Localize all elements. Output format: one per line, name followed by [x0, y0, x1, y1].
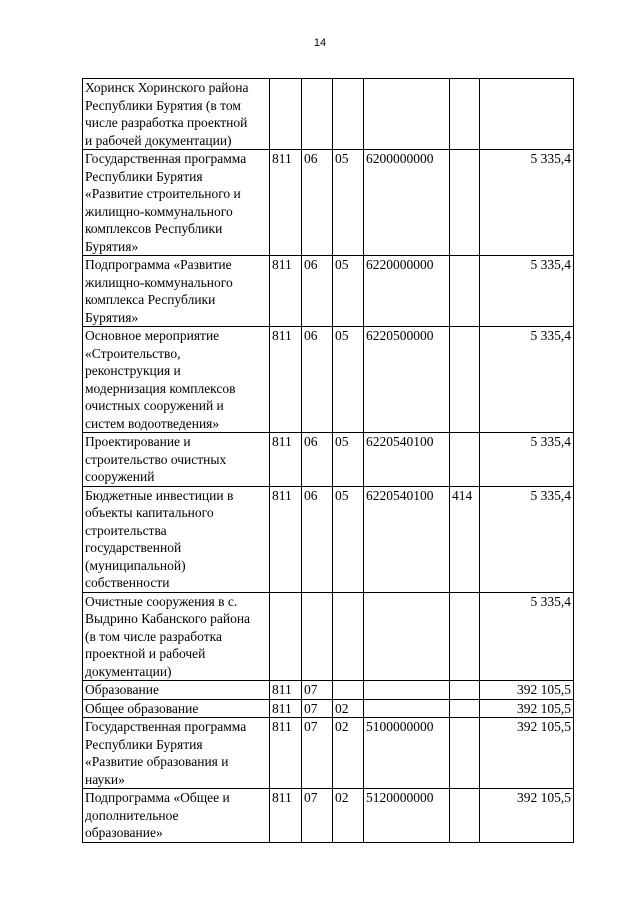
section-cell: 07 — [302, 699, 333, 718]
row-name-cell: Подпрограмма «Общее и дополнительное образование» — [83, 789, 270, 843]
expense-type-cell — [450, 681, 480, 700]
expense-type-cell — [450, 256, 480, 327]
target-article-cell: 6220000000 — [364, 256, 450, 327]
section-cell — [302, 79, 333, 150]
table-row — [83, 699, 574, 718]
target-article-cell: 6220540100 — [364, 433, 450, 487]
subsection-cell: 05 — [333, 256, 364, 327]
target-article-cell — [364, 592, 450, 681]
table-row — [83, 79, 574, 150]
subsection-cell: 05 — [333, 150, 364, 256]
amount-cell: 5 335,4 — [480, 486, 574, 592]
amount-cell: 392 105,5 — [480, 718, 574, 789]
section-cell: 06 — [302, 256, 333, 327]
subsection-cell: 02 — [333, 789, 364, 843]
subsection-cell — [333, 79, 364, 150]
expense-type-cell — [450, 150, 480, 256]
target-article-cell: 6220540100 — [364, 486, 450, 592]
row-name-cell: Очистные сооружения в с. Выдрино Кабанского района (в том числе разработка проектной и рабочей документации) — [83, 592, 270, 681]
row-name-cell: Хоринск Хоринского района Республики Бурятия (в том числе разработка проектной и рабочей документации) — [83, 79, 270, 150]
grbs-cell: 811 — [270, 327, 302, 433]
subsection-cell — [333, 681, 364, 700]
amount-cell: 392 105,5 — [480, 699, 574, 718]
expense-type-cell — [450, 327, 480, 433]
grbs-cell — [270, 79, 302, 150]
amount-cell: 5 335,4 — [480, 433, 574, 487]
table-row — [83, 433, 574, 487]
grbs-cell: 811 — [270, 699, 302, 718]
amount-cell: 5 335,4 — [480, 592, 574, 681]
grbs-cell: 811 — [270, 789, 302, 843]
expense-type-cell: 414 — [450, 486, 480, 592]
target-article-cell — [364, 699, 450, 718]
table-row — [83, 681, 574, 700]
table-row — [83, 327, 574, 433]
target-article-cell: 5100000000 — [364, 718, 450, 789]
amount-cell: 5 335,4 — [480, 256, 574, 327]
row-name-cell: Образование — [83, 681, 270, 700]
amount-cell: 5 335,4 — [480, 327, 574, 433]
grbs-cell — [270, 592, 302, 681]
target-article-cell — [364, 79, 450, 150]
subsection-cell: 05 — [333, 486, 364, 592]
budget-table — [82, 78, 574, 843]
target-article-cell: 6220500000 — [364, 327, 450, 433]
expense-type-cell — [450, 592, 480, 681]
expense-type-cell — [450, 718, 480, 789]
amount-cell: 392 105,5 — [480, 789, 574, 843]
grbs-cell: 811 — [270, 486, 302, 592]
subsection-cell: 02 — [333, 718, 364, 789]
grbs-cell: 811 — [270, 256, 302, 327]
expense-type-cell — [450, 433, 480, 487]
subsection-cell: 05 — [333, 327, 364, 433]
target-article-cell: 6200000000 — [364, 150, 450, 256]
section-cell: 06 — [302, 327, 333, 433]
row-name-cell: Проектирование и строительство очистных сооружений — [83, 433, 270, 487]
section-cell: 07 — [302, 718, 333, 789]
subsection-cell — [333, 592, 364, 681]
table-row — [83, 256, 574, 327]
table-row — [83, 486, 574, 592]
row-name-cell: Общее образование — [83, 699, 270, 718]
section-cell — [302, 592, 333, 681]
row-name-cell: Государственная программа Республики Бурятия «Развитие образования и науки» — [83, 718, 270, 789]
page-number: 14 — [313, 37, 327, 49]
row-name-cell: Основное мероприятие «Строительство, реконструкция и модернизация комплексов очистных сооружений и систем водоотведения» — [83, 327, 270, 433]
table-row — [83, 592, 574, 681]
row-name-cell: Бюджетные инвестиции в объекты капитального строительства государственной (муниципальной) собственности — [83, 486, 270, 592]
section-cell: 06 — [302, 433, 333, 487]
grbs-cell: 811 — [270, 681, 302, 700]
section-cell: 07 — [302, 681, 333, 700]
table-row — [83, 718, 574, 789]
section-cell: 06 — [302, 150, 333, 256]
target-article-cell: 5120000000 — [364, 789, 450, 843]
expense-type-cell — [450, 789, 480, 843]
expense-type-cell — [450, 79, 480, 150]
grbs-cell: 811 — [270, 718, 302, 789]
section-cell: 07 — [302, 789, 333, 843]
target-article-cell — [364, 681, 450, 700]
row-name-cell: Подпрограмма «Развитие жилищно-коммунального комплекса Республики Бурятия» — [83, 256, 270, 327]
table-row — [83, 789, 574, 843]
section-cell: 06 — [302, 486, 333, 592]
grbs-cell: 811 — [270, 150, 302, 256]
grbs-cell: 811 — [270, 433, 302, 487]
amount-cell — [480, 79, 574, 150]
subsection-cell: 05 — [333, 433, 364, 487]
row-name-cell: Государственная программа Республики Бурятия «Развитие строительного и жилищно-коммунального комплексов Республики Бурятия» — [83, 150, 270, 256]
subsection-cell: 02 — [333, 699, 364, 718]
table-body — [83, 79, 574, 843]
amount-cell: 392 105,5 — [480, 681, 574, 700]
amount-cell: 5 335,4 — [480, 150, 574, 256]
expense-type-cell — [450, 699, 480, 718]
table-row — [83, 150, 574, 256]
